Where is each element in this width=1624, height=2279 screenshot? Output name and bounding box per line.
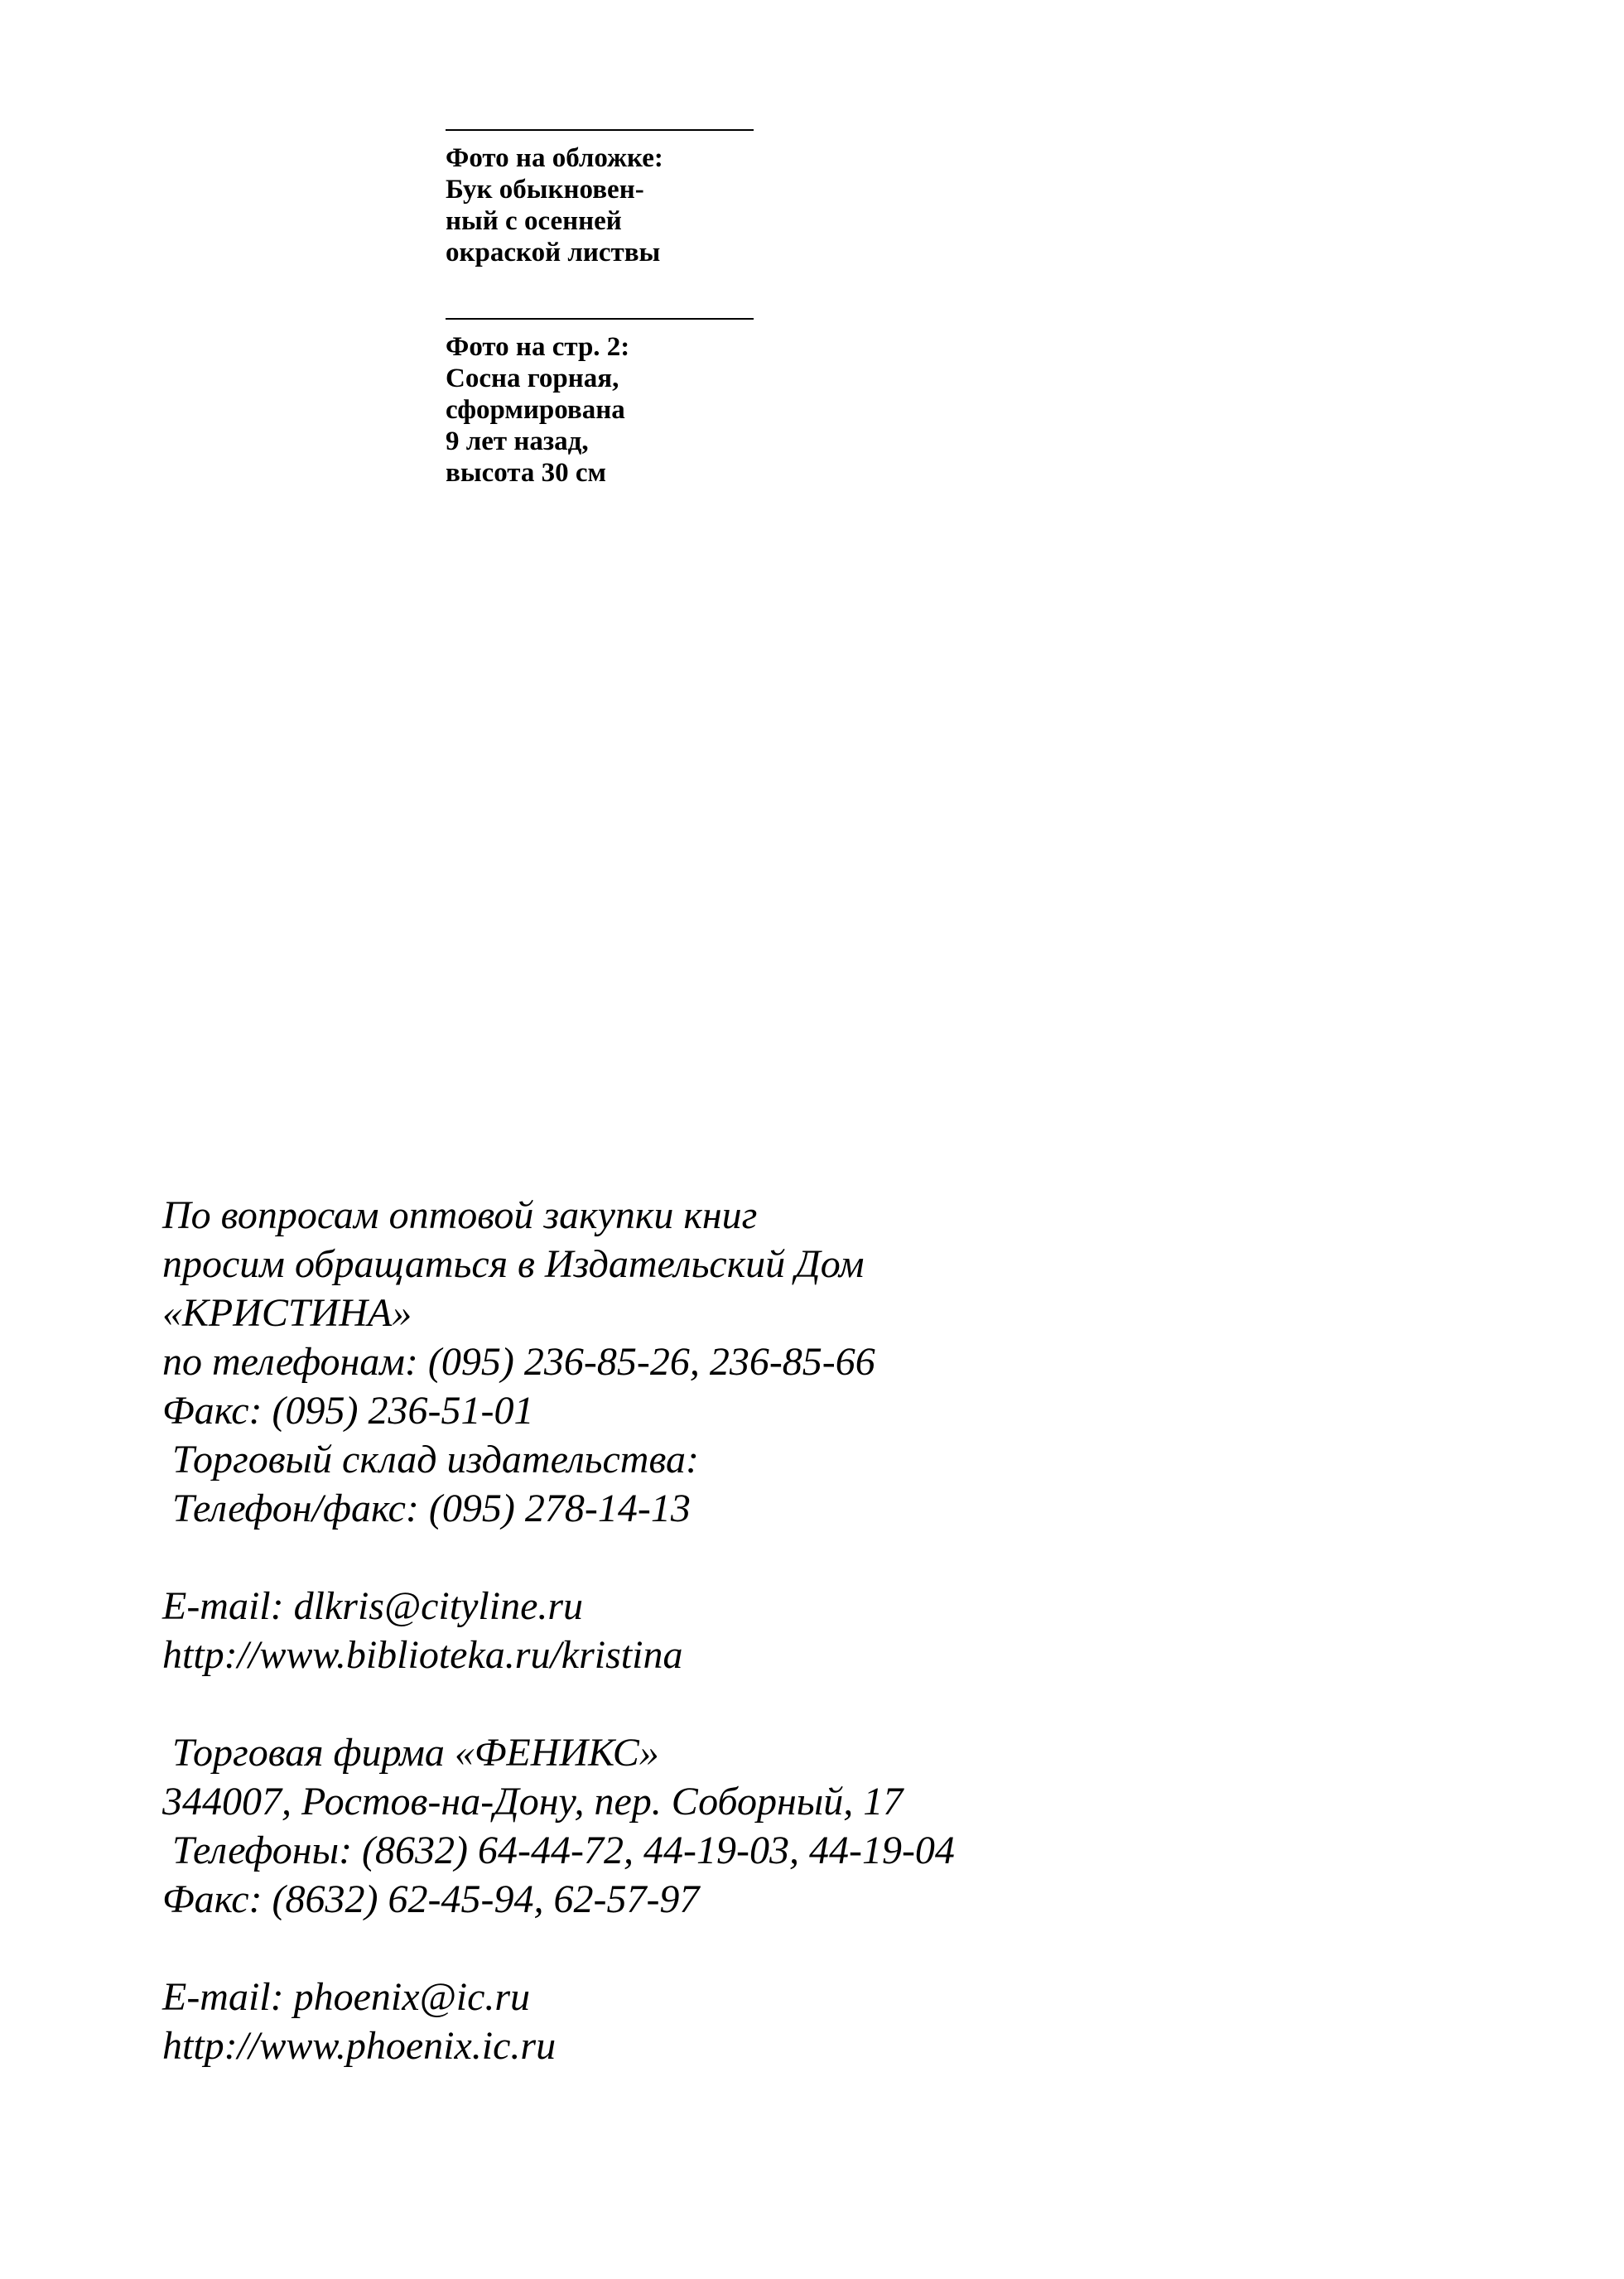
caption-divider [446,318,754,320]
phoenix-phones: Телефоны: (8632) 64-44-72, 44-19-03, 44-19-04 [172,1828,955,1872]
contact-information [162,1191,955,2070]
publisher-email: E-mail: dlkris@cityline.ru [162,1584,584,1628]
warehouse-phone: Телефон/факс: (095) 278-14-13 [172,1486,691,1530]
cover-photo-caption [446,129,754,268]
spacer [162,1679,955,1728]
publisher-reference-line: просим обращаться в Издательский Дом [162,1242,865,1286]
caption-line: 9 лет назад, [446,426,589,456]
caption-line: окраской листвы [446,238,661,267]
phoenix-name: Торговая фирма «ФЕНИКС» [172,1731,659,1775]
publisher-name: «КРИСТИНА» [162,1291,412,1335]
warehouse-label: Торговый склад издательства: [172,1438,699,1482]
phoenix-address: 344007, Ростов-на-Дону, пер. Соборный, 17 [162,1780,904,1824]
publisher-fax: Факс: (095) 236-51-01 [162,1389,534,1433]
caption-line: ный с осенней [446,206,622,236]
caption-line: Сосна горная, [446,364,619,393]
caption-line: высота 30 см [446,458,607,488]
page2-photo-caption [446,318,754,489]
wholesale-inquiry-line: По вопросам оптовой закупки книг [162,1193,758,1237]
publisher-website: http://www.biblioteka.ru/kristina [162,1633,683,1677]
phoenix-fax: Факс: (8632) 62-45-94, 62-57-97 [162,1877,700,1921]
spacer [162,1924,955,1973]
publisher-phones: по телефонам: (095) 236-85-26, 236-85-66 [162,1340,875,1384]
caption-divider [446,129,754,131]
spacer [162,1533,955,1582]
caption-line: Фото на стр. 2: [446,332,630,362]
caption-line: сформирована [446,395,625,425]
phoenix-website: http://www.phoenix.ic.ru [162,2024,557,2068]
caption-line: Фото на обложке: [446,143,663,173]
phoenix-email: E-mail: phoenix@ic.ru [162,1975,531,2019]
caption-line: Бук обыкновен- [446,175,644,205]
